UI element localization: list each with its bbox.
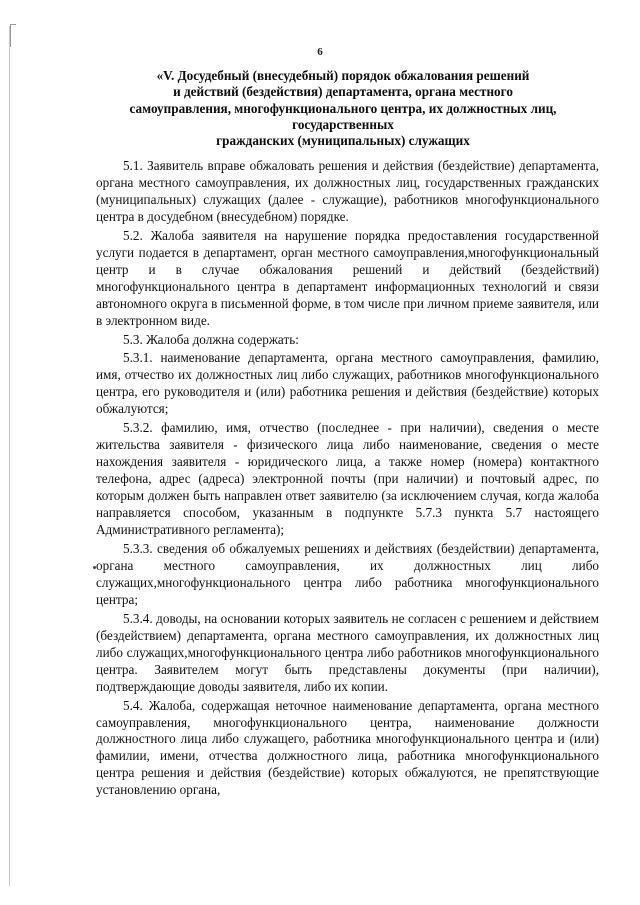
paragraph-5-1: 5.1. Заявитель вправе обжаловать решения и действия (бездействие) департамента, органа местного самоуправления, их должностных лиц, государственных гражданских (муниципальных) служащих (далее - служащие), работников многофункционального центра в досудебном (внесудебном) порядке. bbox=[96, 158, 599, 224]
scan-edge-line bbox=[9, 26, 10, 886]
heading-line: государственных bbox=[292, 116, 394, 132]
heading-line: гражданских (муниципальных) служащих bbox=[216, 133, 470, 149]
page-number: 6 bbox=[317, 46, 323, 58]
scan-corner-mark bbox=[10, 24, 16, 47]
section-heading bbox=[100, 68, 586, 149]
paragraph-5-3: 5.3. Жалоба должна содержать: bbox=[123, 331, 299, 347]
heading-line: «V. Досудебный (внесудебный) порядок обжалования решений bbox=[156, 68, 530, 83]
document-body bbox=[96, 158, 599, 801]
paragraph-5-2: 5.2. Жалоба заявителя на нарушение порядка предоставления государственной услуги подается в департамент, орган местного самоуправления,многофункциональный центр и в случае обжалования решений и действий (бездействий) многофункционального центра в департамент информационных технологий и связи автономного округа в письменной форме, в том числе при личном приеме заявителя, или в электронном виде. bbox=[96, 227, 599, 328]
paragraph-5-3-2: 5.3.2. фамилию, имя, отчество (последнее - при наличии), сведения о месте жительства заявителя - физического лица либо наименование, сведения о месте нахождения заявителя - юридического лица, а также номер (номера) контактного телефона, адрес (адреса) электронной почты (при наличии) и почтовый адрес, по которым должен быть направлен ответ заявителю (за исключением случая, когда жалоба направляется способом, указанным в подпункте 5.7.3 пункта 5.7 настоящего Административного регламента); bbox=[96, 420, 599, 538]
heading-line: и действий (бездействия) департамента, органа местного bbox=[173, 84, 513, 100]
paragraph-5-4: 5.4. Жалоба, содержащая неточное наименование департамента, органа местного самоуправления, многофункционального центра, наименование должности должностного лица либо служащего, работника многофункционального центра и (или) фамилии, имени, отчества должностного лица, работника многофункционального центра решения и действия (бездействие) которых обжалуются, не препятствующие установлению органа, bbox=[96, 697, 599, 798]
heading-line: самоуправления, многофункционального центра, их должностных лиц, bbox=[129, 100, 557, 116]
paragraph-5-3-3: 5.3.3. сведения об обжалуемых решениях и действиях (бездействии) департамента, органа местного самоуправления, их должностных лиц либо служащих,многофункционального центра либо работника многофункционального центра; bbox=[96, 540, 599, 607]
paragraph-5-3-1: 5.3.1. наименование департамента, органа местного самоуправления, фамилию, имя, отчество их должностных лиц либо служащих, работников многофункционального центра, его руководителя и (или) работника решения и действия (бездействие) которых обжалуются; bbox=[96, 350, 599, 417]
paragraph-5-3-4: 5.3.4. доводы, на основании которых заявитель не согласен с решением и действием (бездействием) департамента, органа местного самоуправления, их должностных лиц либо служащих,многофункционального центра либо работников многофункционального центра. Заявителем могут быть представлены документы (при наличии), подтверждающие доводы заявителя, либо их копии. bbox=[96, 610, 599, 694]
